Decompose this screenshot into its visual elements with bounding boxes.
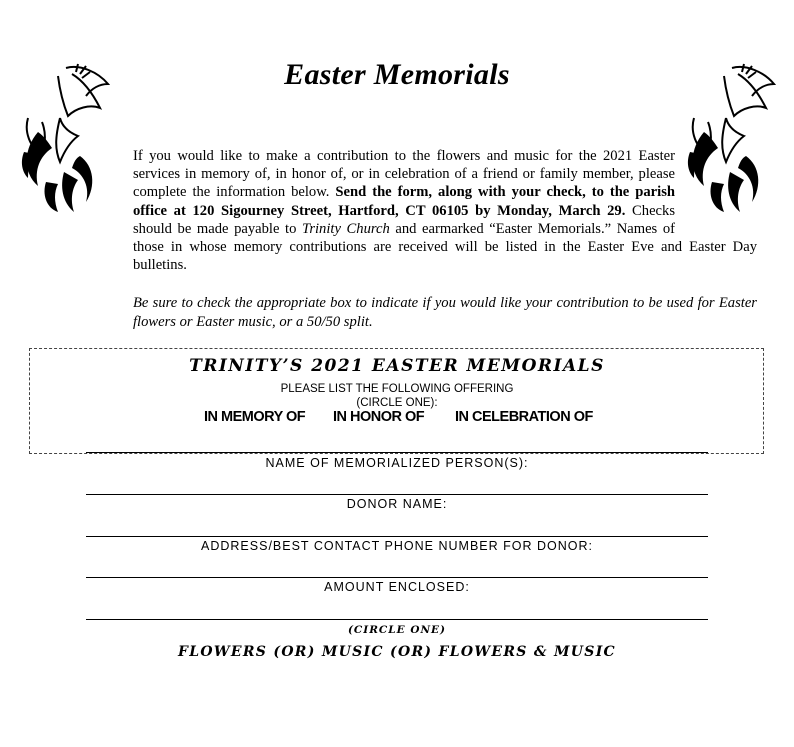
intro-line: bulletins.	[133, 257, 187, 274]
option-in-memory[interactable]: IN MEMORY OF	[204, 409, 306, 425]
donor-name-line[interactable]	[86, 494, 708, 495]
intro-line	[133, 220, 675, 238]
intro-text: should be made payable to	[133, 220, 303, 237]
intro-bold-text: Send the form, along with your check, to the parish	[335, 184, 675, 201]
circle-one-label: (CIRCLE ONE):	[356, 397, 438, 409]
amount-label: AMOUNT ENCLOSED:	[324, 580, 470, 594]
intro-text: complete the information below.	[133, 184, 336, 201]
allocation-choices[interactable]: FLOWERS (OR) MUSIC (OR) FLOWERS & MUSIC	[178, 644, 616, 660]
contact-label: ADDRESS/BEST CONTACT PHONE NUMBER FOR DONOR:	[201, 539, 593, 553]
amount-line[interactable]	[86, 577, 708, 578]
memorialized-name-line[interactable]	[86, 452, 708, 453]
intro-line: those in whose memory contributions are received will be listed in the Easter Eve and Easter Day	[133, 239, 757, 255]
option-in-honor[interactable]: IN HONOR OF	[333, 409, 425, 425]
page-title: Easter Memorials	[284, 58, 510, 91]
intro-line	[133, 202, 675, 220]
allocation-note: (CIRCLE ONE)	[347, 624, 447, 636]
intro-bold-text: office at 120 Sigourney Street, Hartford, CT 06105 by Monday, March 29.	[133, 202, 626, 219]
form-subheading: PLEASE LIST THE FOLLOWING OFFERING	[280, 383, 514, 395]
memorialized-name-label: NAME OF MEMORIALIZED PERSON(S):	[265, 456, 529, 470]
intro-paragraph-wide	[133, 238, 757, 274]
intro-line: services in memory of, in honor of, or in celebration of a friend or family member, please	[133, 166, 675, 183]
intro-text: Checks	[625, 202, 675, 219]
instruction-text: Be sure to check the appropriate box to indicate if you would like your contribution to be used for Easter flowers or Easter music, or a 50/50 split.	[133, 295, 757, 330]
intro-paragraph	[133, 147, 675, 238]
intro-line: If you would like to make a contribution to the flowers and music for the 2021 Easter	[133, 148, 675, 164]
intro-text: and earmarked “Easter Memorials.” Names of	[389, 220, 675, 237]
form-heading: TRINITY’S 2021 EASTER MEMORIALS	[189, 356, 605, 376]
contact-line[interactable]	[86, 536, 708, 537]
intro-line	[133, 183, 675, 201]
bottom-rule	[86, 619, 708, 620]
donor-name-label: DONOR NAME:	[346, 497, 448, 511]
option-in-celebration[interactable]: IN CELEBRATION OF	[455, 409, 593, 425]
intro-italic-text: Trinity Church	[302, 220, 390, 237]
